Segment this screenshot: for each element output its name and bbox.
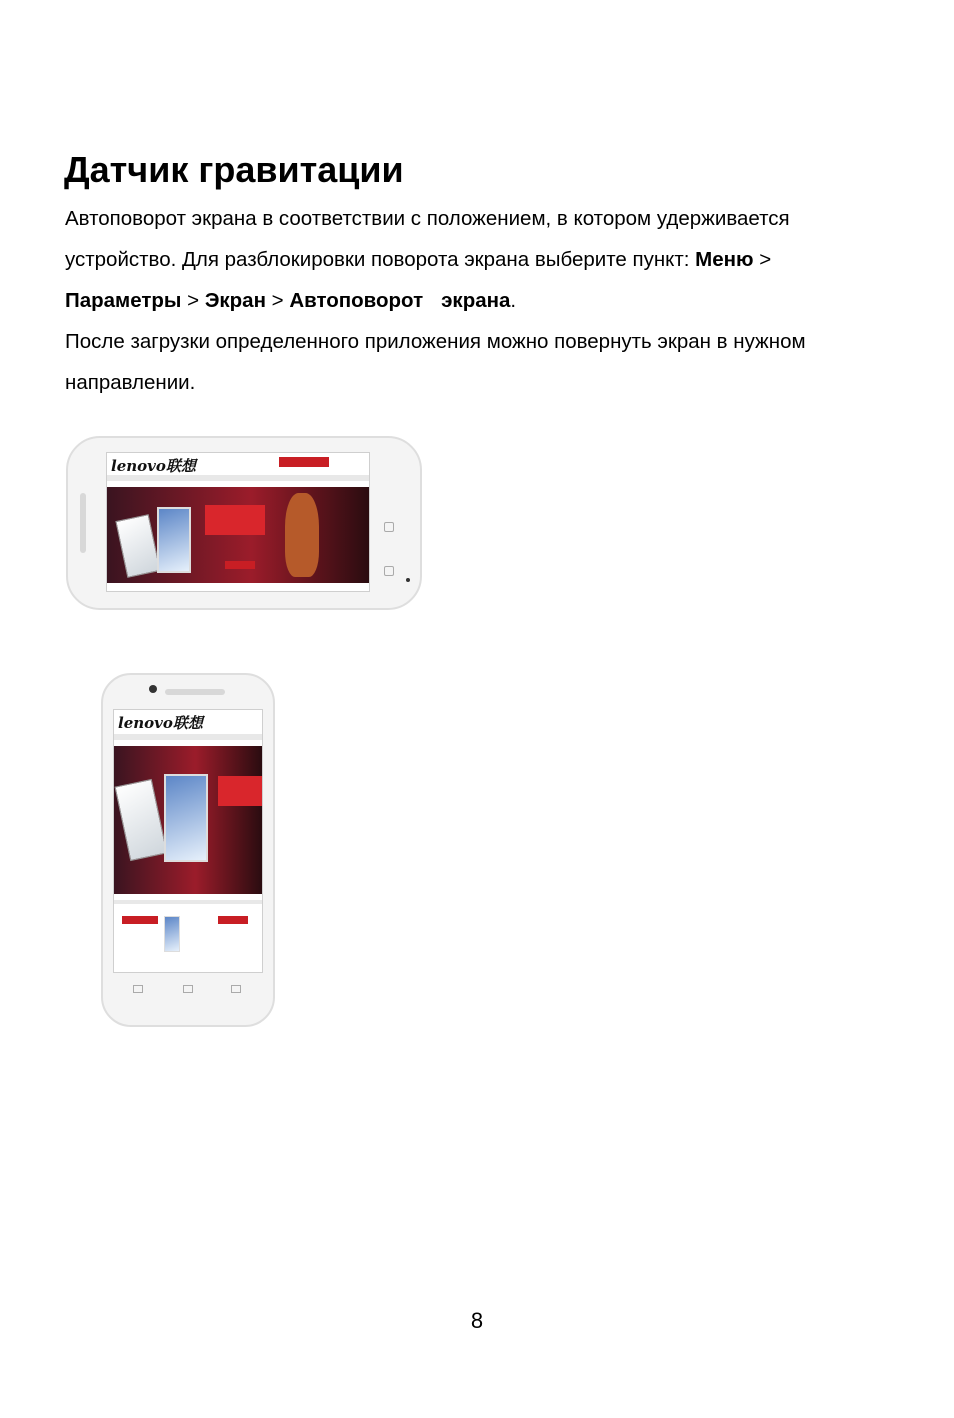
promo-text-block	[218, 776, 262, 806]
phone-screen	[113, 709, 263, 973]
site-nav-bar	[114, 734, 262, 740]
phone-product	[164, 774, 208, 862]
speaker-grille	[80, 493, 86, 553]
paragraph-line: направлении.	[65, 371, 196, 394]
promo-banner	[107, 487, 369, 583]
section-divider	[114, 900, 262, 904]
text-run: устройство. Для разблокировки поворота экрана выберите пункт:	[65, 248, 696, 271]
speaker-grille	[165, 689, 225, 695]
landscape-phone-image	[66, 436, 422, 610]
promo-caption	[122, 916, 158, 924]
brand-logo: lenovo联想	[111, 457, 196, 475]
paragraph-line: После загрузки определенного приложения можно повернуть экран в нужном	[65, 330, 806, 353]
separator: >	[753, 248, 772, 271]
promo-caption	[218, 916, 248, 924]
menu-key	[384, 566, 394, 576]
athlete-figure	[285, 493, 319, 577]
phone-product	[164, 916, 180, 952]
phone-product	[115, 779, 168, 861]
section-heading: Датчик гравитации	[64, 149, 404, 190]
period: .	[510, 289, 517, 312]
separator: >	[265, 289, 290, 312]
brand-logo: lenovo联想	[118, 714, 203, 732]
promo-text-block	[205, 505, 265, 535]
separator: >	[181, 289, 205, 312]
params-term: Параметры	[65, 289, 182, 312]
menu-term: Меню	[695, 248, 754, 271]
phone-screen	[106, 452, 370, 592]
portrait-phone-image	[101, 673, 275, 1027]
promo-strip	[279, 457, 329, 467]
autorotate-term: Автоповорот	[289, 289, 424, 312]
phone-product	[115, 514, 160, 578]
screen2-term: экрана	[441, 289, 511, 312]
paragraph-autorotate	[65, 198, 905, 321]
site-nav-bar	[107, 475, 369, 481]
paragraph-line: Автоповорот экрана в соответствии с положением, в котором удерживается	[65, 207, 790, 230]
paragraph-rotate-app	[65, 321, 905, 403]
page-number: 8	[470, 1308, 484, 1333]
screen-term: Экран	[204, 289, 266, 312]
home-key	[384, 522, 394, 532]
promo-banner	[114, 746, 262, 894]
sensor-dot	[406, 578, 410, 582]
back-key	[133, 985, 143, 993]
paragraph-line	[65, 280, 905, 321]
home-key	[183, 985, 193, 993]
paragraph-line	[65, 239, 905, 280]
promo-button	[225, 561, 255, 569]
camera-lens	[149, 685, 157, 693]
phone-product	[157, 507, 191, 573]
menu-key	[231, 985, 241, 993]
